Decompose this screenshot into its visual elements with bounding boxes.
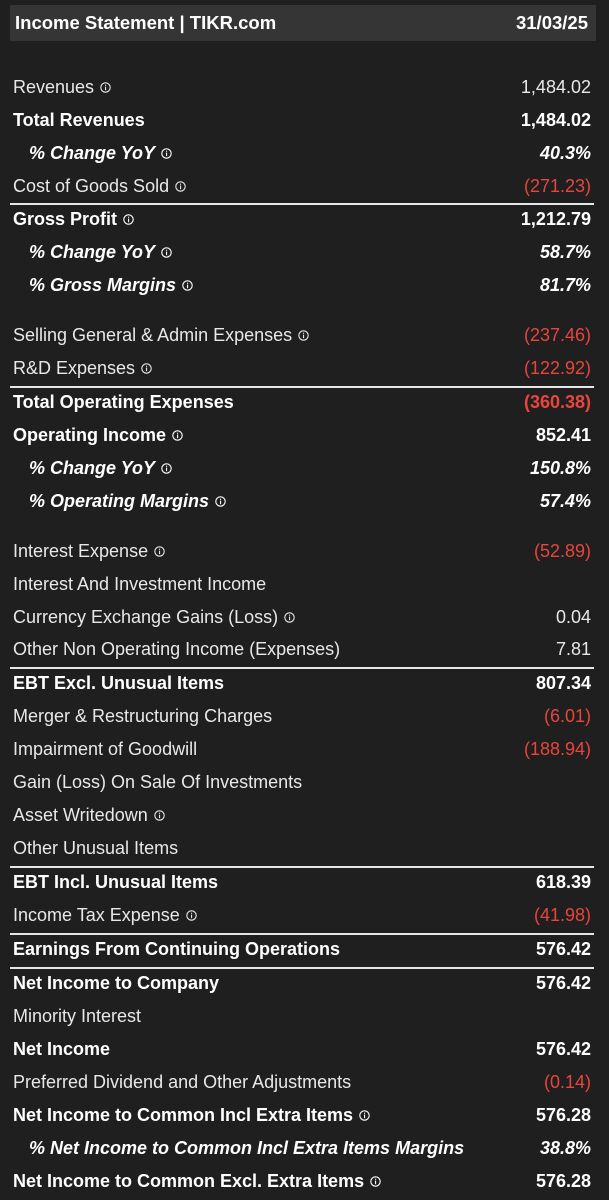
row-value: 576.42 (535, 1039, 591, 1059)
row-label-text: % Operating Margins (29, 491, 210, 511)
row-label (13, 673, 224, 694)
row-label (13, 574, 266, 595)
row-value: (271.23) (523, 176, 591, 196)
row-label-text: Revenues (13, 77, 95, 97)
row-label (13, 805, 165, 826)
statement-title: Income Statement | TIKR.com (15, 12, 277, 33)
row-value: (52.89) (533, 541, 591, 561)
row-label-text: Net Income (13, 1039, 111, 1059)
row-label (13, 1006, 141, 1027)
row-label-text: Currency Exchange Gains (Loss) (13, 607, 279, 627)
table-row (13, 269, 591, 302)
row-value: (41.98) (533, 905, 591, 925)
row-label (13, 358, 152, 379)
row-value: 1,484.02 (520, 77, 591, 97)
info-icon[interactable] (284, 612, 295, 623)
row-value: (122.92) (523, 358, 591, 378)
row-label (13, 772, 302, 793)
table-row (13, 1033, 591, 1066)
row-label-text: Interest And Investment Income (13, 574, 267, 594)
table-row (13, 866, 591, 899)
info-icon[interactable] (370, 1176, 381, 1187)
row-label-text: Gain (Loss) On Sale Of Investments (13, 772, 303, 792)
row-label (13, 1072, 351, 1093)
row-label-text: Minority Interest (13, 1006, 142, 1026)
table-row (13, 452, 591, 485)
row-value: 58.7% (539, 242, 591, 262)
row-label-text: % Change YoY (29, 242, 156, 262)
row-value: 807.34 (535, 673, 591, 693)
table-row (13, 485, 591, 518)
table-row (13, 1066, 591, 1099)
row-value: 618.39 (535, 872, 591, 892)
row-value: 1,212.79 (520, 209, 591, 229)
table-row (13, 633, 591, 666)
row-label-text: % Change YoY (29, 458, 156, 478)
info-icon[interactable] (186, 910, 197, 921)
row-label (13, 739, 197, 760)
row-value: (0.14) (543, 1072, 591, 1092)
row-label (13, 209, 134, 230)
row-label (13, 491, 226, 512)
row-label-text: EBT Incl. Unusual Items (13, 872, 219, 892)
table-row (13, 899, 591, 932)
row-label (13, 458, 172, 479)
info-icon[interactable] (359, 1110, 370, 1121)
row-label (13, 1138, 464, 1159)
table-row (13, 170, 591, 203)
row-label-text: Net Income to Common Excl. Extra Items (13, 1171, 365, 1191)
row-label (13, 110, 145, 131)
table-row (13, 236, 591, 269)
row-label (13, 325, 309, 346)
row-label (13, 706, 272, 727)
row-value: 576.28 (535, 1105, 591, 1125)
table-row (13, 568, 591, 601)
row-label-text: Other Non Operating Income (Expenses) (13, 639, 341, 659)
row-label (13, 242, 172, 263)
row-value: 1,484.02 (520, 110, 591, 130)
row-label (13, 1039, 110, 1060)
row-value: (6.01) (543, 706, 591, 726)
table-row (13, 733, 591, 766)
row-label (13, 905, 197, 926)
row-label (13, 607, 295, 628)
row-label-text: Net Income to Company (13, 973, 220, 993)
row-label (13, 939, 340, 960)
table-row (13, 799, 591, 832)
info-icon[interactable] (161, 463, 172, 474)
row-label-text: Net Income to Common Incl Extra Items (13, 1105, 354, 1125)
info-icon[interactable] (161, 247, 172, 258)
table-row (13, 667, 591, 700)
row-label-text: % Change YoY (29, 143, 156, 163)
row-label (13, 1105, 370, 1126)
row-label (13, 176, 186, 197)
row-value: 81.7% (539, 275, 591, 295)
row-value: (188.94) (523, 739, 591, 759)
row-label (13, 973, 219, 994)
row-label (13, 425, 183, 446)
row-label (13, 541, 165, 562)
table-row (13, 1165, 591, 1198)
row-value: 576.42 (535, 939, 591, 959)
table-row (13, 352, 591, 385)
row-value: 852.41 (535, 425, 591, 445)
row-label-text: Selling General & Admin Expenses (13, 325, 293, 345)
table-row (13, 71, 591, 104)
info-icon[interactable] (215, 496, 226, 507)
table-row (13, 601, 591, 634)
row-label-text: Merger & Restructuring Charges (13, 706, 273, 726)
table-row (13, 137, 591, 170)
table-row (13, 535, 591, 568)
row-label-text: Asset Writedown (13, 805, 148, 825)
row-value: 0.04 (555, 607, 591, 627)
table-row (13, 1000, 591, 1033)
row-label (13, 275, 193, 296)
table-row (13, 419, 591, 452)
info-icon[interactable] (123, 214, 134, 225)
row-label-text: Income Tax Expense (13, 905, 180, 925)
info-icon[interactable] (141, 363, 152, 374)
row-label (13, 639, 340, 660)
row-value: 57.4% (539, 491, 591, 511)
row-label-text: Gross Profit (13, 209, 118, 229)
statement-date: 31/03/25 (515, 12, 588, 33)
row-value: (237.46) (523, 325, 591, 345)
row-value: 150.8% (529, 458, 591, 478)
table-row (13, 386, 591, 419)
table-row (13, 967, 591, 1000)
table-row (13, 319, 591, 352)
row-value: 40.3% (539, 143, 591, 163)
row-label-text: R&D Expenses (13, 358, 136, 378)
info-icon[interactable] (298, 330, 309, 341)
row-label-text: Interest Expense (13, 541, 149, 561)
info-icon[interactable] (161, 148, 172, 159)
row-label (13, 143, 172, 164)
row-label-text: Earnings From Continuing Operations (13, 939, 341, 959)
info-icon[interactable] (154, 810, 165, 821)
info-icon[interactable] (100, 82, 111, 93)
table-row (13, 203, 591, 236)
info-icon[interactable] (172, 430, 183, 441)
table-row (13, 1132, 591, 1165)
row-label (13, 77, 111, 98)
row-value: 576.28 (535, 1171, 591, 1191)
row-label-text: Operating Income (13, 425, 167, 445)
row-label-text: Other Unusual Items (13, 838, 179, 858)
row-label-text: Impairment of Goodwill (13, 739, 198, 759)
row-value: 576.42 (535, 973, 591, 993)
row-label-text: % Net Income to Common Incl Extra Items Margins (29, 1138, 465, 1158)
row-label-text: EBT Excl. Unusual Items (13, 673, 225, 693)
row-label-text: % Gross Margins (29, 275, 177, 295)
table-row (13, 933, 591, 966)
row-label (13, 392, 234, 413)
table-row (13, 104, 591, 137)
table-row (13, 700, 591, 733)
info-icon[interactable] (175, 181, 186, 192)
row-value: 7.81 (555, 639, 591, 659)
row-label-text: Total Operating Expenses (13, 392, 234, 412)
row-label (13, 838, 178, 859)
info-icon[interactable] (154, 546, 165, 557)
table-row (13, 832, 591, 865)
row-label-text: Cost of Goods Sold (13, 176, 170, 196)
row-label-text: Total Revenues (13, 110, 145, 130)
row-value: (360.38) (523, 392, 591, 412)
row-label (13, 872, 218, 893)
table-row (13, 1099, 591, 1132)
info-icon[interactable] (182, 280, 193, 291)
row-label (13, 1171, 381, 1192)
row-label-text: Preferred Dividend and Other Adjustments (13, 1072, 352, 1092)
row-value: 38.8% (539, 1138, 591, 1158)
table-row (13, 766, 591, 799)
